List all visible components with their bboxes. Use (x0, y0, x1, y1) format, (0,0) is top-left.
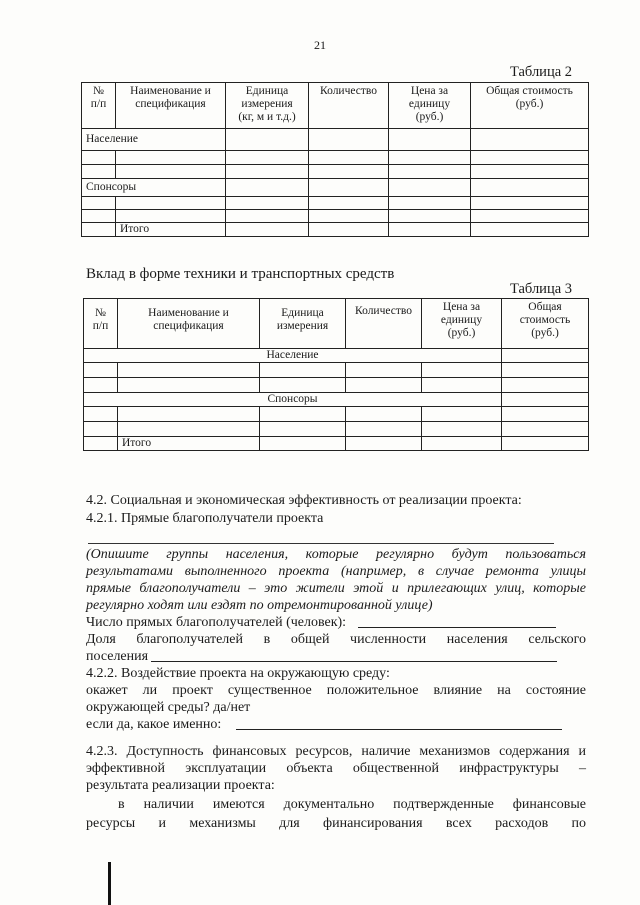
t2-header-price: Цена за единицу (руб.) (389, 83, 471, 129)
t3-header-unit: Единица измерения (260, 299, 346, 349)
finance-line-1: в наличии имеются документально подтвержденные финансовые (118, 797, 586, 812)
t2-header-name: Наименование и спецификация (116, 83, 226, 129)
scan-margin-mark (108, 862, 111, 905)
t3-header-qty: Количество (346, 299, 422, 349)
t2-group-sponsors: Спонсоры (82, 179, 226, 197)
t3-header-name: Наименование и спецификация (118, 299, 260, 349)
section-4-2-1: 4.2.1. Прямые благополучатели проекта (86, 511, 324, 526)
table3-caption: Таблица 3 (510, 281, 573, 297)
t3-header-total: Общая стоимость (руб.) (502, 299, 589, 349)
section-4-2-2: 4.2.2. Воздействие проекта на окружающую среду: (86, 666, 390, 681)
beneficiaries-share-line-2: поселения (86, 649, 149, 664)
beneficiaries-answer-line (88, 543, 554, 544)
t2-total-label: Итого (116, 223, 226, 237)
t2-group-population: Население (82, 129, 226, 151)
page-number: 21 (314, 38, 326, 52)
hint-line-1: (Опишите группы населения, которые регулярно будут пользоваться (86, 547, 586, 562)
section-4-2: 4.2. Социальная и экономическая эффективность от реализации проекта: (86, 493, 522, 508)
table2 (81, 82, 589, 237)
section-4-2-3-line-1: 4.2.3. Доступность финансовых ресурсов, наличие механизмов содержания и (86, 744, 586, 759)
beneficiaries-share-line-1: Доля благополучателей в общей численности населения сельского (86, 632, 586, 647)
beneficiaries-share-field[interactable] (151, 649, 557, 662)
table3-heading: Вклад в форме техники и транспортных средств (86, 266, 395, 282)
environment-if-yes-label: если да, какое именно: (86, 717, 222, 732)
t3-group-sponsors: Спонсоры (84, 393, 502, 407)
beneficiaries-count-label: Число прямых благополучателей (человек): (86, 615, 347, 630)
t2-header-qty: Количество (309, 83, 389, 129)
t3-total-label: Итого (118, 437, 260, 451)
table2-caption: Таблица 2 (510, 64, 573, 80)
finance-line-2: ресурсы и механизмы для финансирования всех расходов по (86, 816, 586, 831)
section-4-2-3-line-2: эффективной эксплуатации объекта общественной инфраструктуры – (86, 761, 586, 776)
hint-line-4: регулярно ходят или ездят по отремонтированной улице) (86, 598, 433, 613)
environment-if-yes-field[interactable] (236, 717, 562, 730)
t3-header-num: № п/п (84, 299, 118, 349)
hint-line-2: результатами выполненного проекта (например, в случае ремонта улицы (86, 564, 586, 579)
t2-header-unit: Единица измерения (кг, м и т.д.) (226, 83, 309, 129)
t3-header-price: Цена за единицу (руб.) (422, 299, 502, 349)
t3-group-population: Население (84, 349, 502, 363)
hint-line-3: прямые благополучатели – это жители этой и прилегающих улиц, которые (86, 581, 586, 596)
environment-question-1: окажет ли проект существенное положительное влияние на состояние (86, 683, 586, 698)
environment-question-2: окружающей среды? да/нет (86, 700, 251, 715)
section-4-2-3-line-3: результата реализации проекта: (86, 778, 275, 793)
table3 (83, 298, 589, 451)
beneficiaries-count-field[interactable] (358, 615, 556, 628)
t2-header-total: Общая стоимость (руб.) (471, 83, 589, 129)
t2-header-num: № п/п (82, 83, 116, 129)
